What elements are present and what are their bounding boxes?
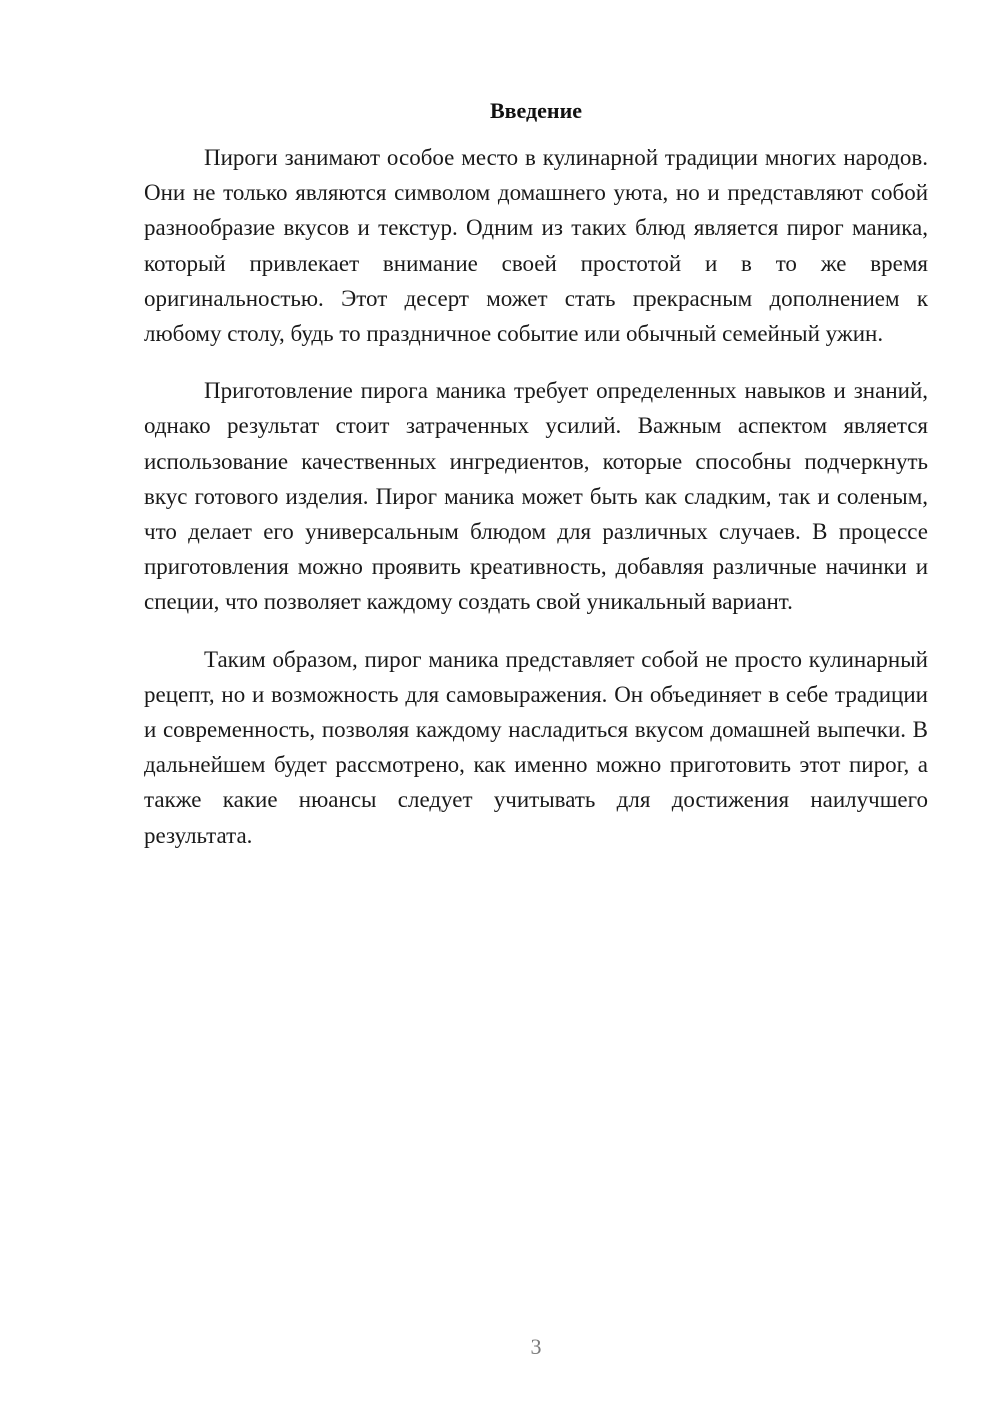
paragraph-conclusion: Таким образом, пирог маника представляет собой не просто кулинарный рецепт, но и возможность для самовыражения. Он объединяет в себе традиции и современность, позволяя каждому насладиться вкусом домашней выпечки. В дальнейшем будет рассмотрено, как именно можно приготовить этот пирог, а также какие нюансы следует учитывать для достижения наилучшего результата. — [144, 646, 928, 848]
page-number: 3 — [530, 1334, 542, 1359]
page-content — [144, 96, 928, 875]
paragraph-preparation: Приготовление пирога маника требует определенных навыков и знаний, однако результат стоит затраченных усилий. Важным аспектом является использование качественных ингредиентов, которые способны подчеркнуть вкус готового изделия. Пирог маника может быть как сладким, так и соленым, что делает его универсальным блюдом для различных случаев. В процессе приготовления можно проявить креативность, добавляя различные начинки и специи, что позволяет каждому создать свой уникальный вариант. — [144, 378, 928, 615]
section-heading: Введение — [489, 98, 583, 123]
paragraph-intro: Пироги занимают особое место в кулинарной традиции многих народов. Они не только являются символом домашнего уюта, но и представляют собой разнообразие вкусов и текстур. Одним из таких блюд является пирог маника, который привлекает внимание своей простотой и в то же время оригинальностью. Этот десерт может стать прекрасным дополнением к любому столу, будь то праздничное событие или обычный семейный ужин. — [144, 145, 928, 347]
